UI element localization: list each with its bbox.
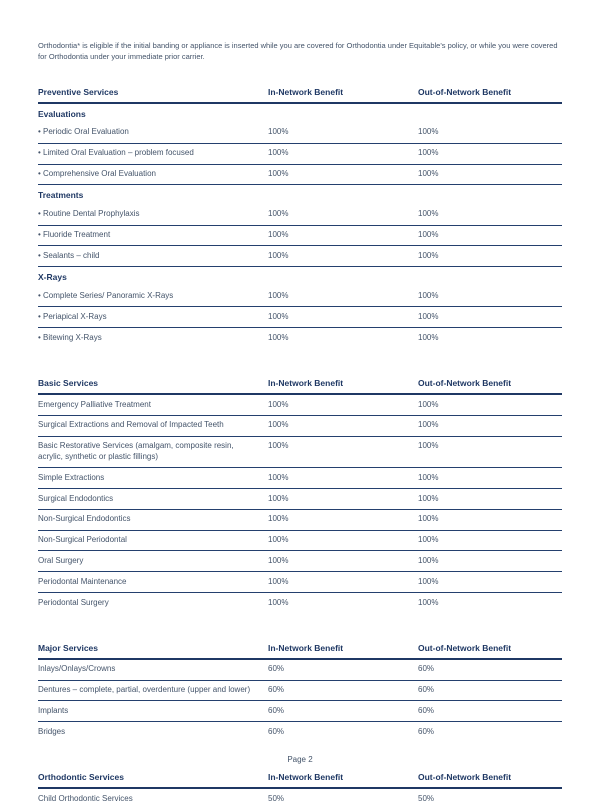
out-of-network-column-header: Out-of-Network Benefit [418,378,562,394]
service-label: Oral Surgery [38,551,268,572]
in-network-value: 100% [268,123,418,143]
orthodontia-note: Orthodontia* is eligible if the initial banding or appliance is inserted while you are covered for Orthodontia under Equitable's policy, or while you were covered for Orthodontia under your immediate prior carrier. [38,41,558,62]
table-row [38,572,562,593]
in-network-value: 100% [268,597,289,607]
page-footer [0,755,600,764]
table-subheader-row [38,103,562,123]
service-label: Dentures – complete, partial, overdenture (upper and lower) [38,680,268,701]
out-of-network-column-header: Out-of-Network Benefit [418,643,562,659]
service-label: Periodontal Surgery [38,597,109,607]
in-network-value: 100% [268,246,418,267]
benefit-tables [38,87,562,809]
table-row [38,468,562,489]
table-row [38,415,562,436]
in-network-column-header: In-Network Benefit [268,378,418,394]
out-of-network-value: 100% [418,468,562,489]
in-network-value: 100% [268,143,418,164]
table-header-row [38,378,562,394]
in-network-column-header: In-Network Benefit [268,772,418,788]
in-network-value: 100% [268,530,418,551]
service-label: • Periapical X-Rays [38,307,268,328]
subheader-label: X-Rays [38,272,67,283]
in-network-value: 50% [268,793,285,803]
table-row [38,164,562,185]
table-subheader-row [38,185,562,205]
in-network-value: 100% [268,415,418,436]
table-row [38,593,562,613]
service-label: • Routine Dental Prophylaxis [38,205,268,225]
table-title: Preventive Services [38,87,268,103]
table-header-row [38,643,562,659]
table-row [38,722,562,742]
in-network-value: 100% [268,332,289,342]
table-row [38,123,562,143]
table-row [38,659,562,680]
service-label: • Bitewing X-Rays [38,332,102,342]
out-of-network-value: 60% [418,726,435,736]
in-network-value: 100% [268,509,418,530]
table-title: Major Services [38,643,268,659]
out-of-network-value: 50% [418,793,435,803]
table-row [38,328,562,348]
out-of-network-value: 100% [418,332,439,342]
service-label: Basic Restorative Services (amalgam, composite resin, acrylic, synthetic or plastic fillings) [38,436,268,468]
in-network-column-header: In-Network Benefit [268,643,418,659]
out-of-network-value: 60% [418,680,562,701]
table-header-row [38,772,562,788]
service-label: • Sealants – child [38,246,268,267]
benefit-table [38,378,562,613]
out-of-network-value: 60% [418,701,562,722]
in-network-value: 100% [268,164,418,185]
table-row [38,287,562,307]
in-network-value: 100% [268,572,418,593]
service-label: Periodontal Maintenance [38,572,268,593]
out-of-network-value: 100% [418,143,562,164]
table-row [38,246,562,267]
service-label: Emergency Palliative Treatment [38,394,268,415]
in-network-value: 100% [268,489,418,510]
out-of-network-value: 100% [418,164,562,185]
table-row [38,680,562,701]
out-of-network-value: 100% [418,509,562,530]
in-network-value: 60% [268,726,285,736]
in-network-value: 100% [268,436,418,468]
table-row [38,788,562,809]
service-label: • Complete Series/ Panoramic X-Rays [38,287,268,307]
service-label: Non-Surgical Endodontics [38,509,268,530]
out-of-network-column-header: Out-of-Network Benefit [418,87,562,103]
in-network-value: 100% [268,287,418,307]
out-of-network-value: 100% [418,551,562,572]
service-label: Child Orthodontic Services [38,793,133,803]
out-of-network-value: 100% [418,246,562,267]
in-network-value: 60% [268,659,418,680]
table-row [38,225,562,246]
in-network-value: 100% [268,205,418,225]
table-row [38,530,562,551]
table-row [38,701,562,722]
service-label: • Comprehensive Oral Evaluation [38,164,268,185]
out-of-network-value: 100% [418,572,562,593]
table-title: Basic Services [38,378,268,394]
out-of-network-column-header: Out-of-Network Benefit [418,772,562,788]
in-network-value: 60% [268,701,418,722]
benefit-table [38,772,562,809]
table-row [38,205,562,225]
service-label: Inlays/Onlays/Crowns [38,659,268,680]
service-label: • Fluoride Treatment [38,225,268,246]
table-subheader-row [38,267,562,287]
in-network-value: 60% [268,680,418,701]
out-of-network-value: 100% [418,489,562,510]
table-row [38,394,562,415]
out-of-network-value: 60% [418,659,562,680]
service-label: Simple Extractions [38,468,268,489]
page-number: Page 2 [287,755,313,764]
table-row [38,551,562,572]
out-of-network-value: 100% [418,415,562,436]
service-label: Surgical Endodontics [38,489,268,510]
service-label: • Periodic Oral Evaluation [38,123,268,143]
table-row [38,489,562,510]
in-network-value: 100% [268,225,418,246]
out-of-network-value: 100% [418,287,562,307]
subheader-label: Treatments [38,190,84,201]
benefit-table [38,643,562,742]
subheader-label: Evaluations [38,108,86,119]
table-title: Orthodontic Services [38,772,268,788]
table-row [38,509,562,530]
out-of-network-value: 100% [418,225,562,246]
table-row [38,143,562,164]
service-label: Surgical Extractions and Removal of Impacted Teeth [38,415,268,436]
out-of-network-value: 100% [418,597,439,607]
in-network-value: 100% [268,394,418,415]
table-header-row [38,87,562,103]
out-of-network-value: 100% [418,530,562,551]
service-label: Non-Surgical Periodontal [38,530,268,551]
service-label: • Limited Oral Evaluation – problem focused [38,143,268,164]
out-of-network-value: 100% [418,436,562,468]
service-label: Bridges [38,726,66,736]
table-row [38,307,562,328]
out-of-network-value: 100% [418,205,562,225]
in-network-column-header: In-Network Benefit [268,87,418,103]
table-row [38,436,562,468]
service-label: Implants [38,701,268,722]
in-network-value: 100% [268,307,418,328]
out-of-network-value: 100% [418,307,562,328]
in-network-value: 100% [268,551,418,572]
out-of-network-value: 100% [418,394,562,415]
in-network-value: 100% [268,468,418,489]
out-of-network-value: 100% [418,123,562,143]
benefit-table [38,87,562,349]
